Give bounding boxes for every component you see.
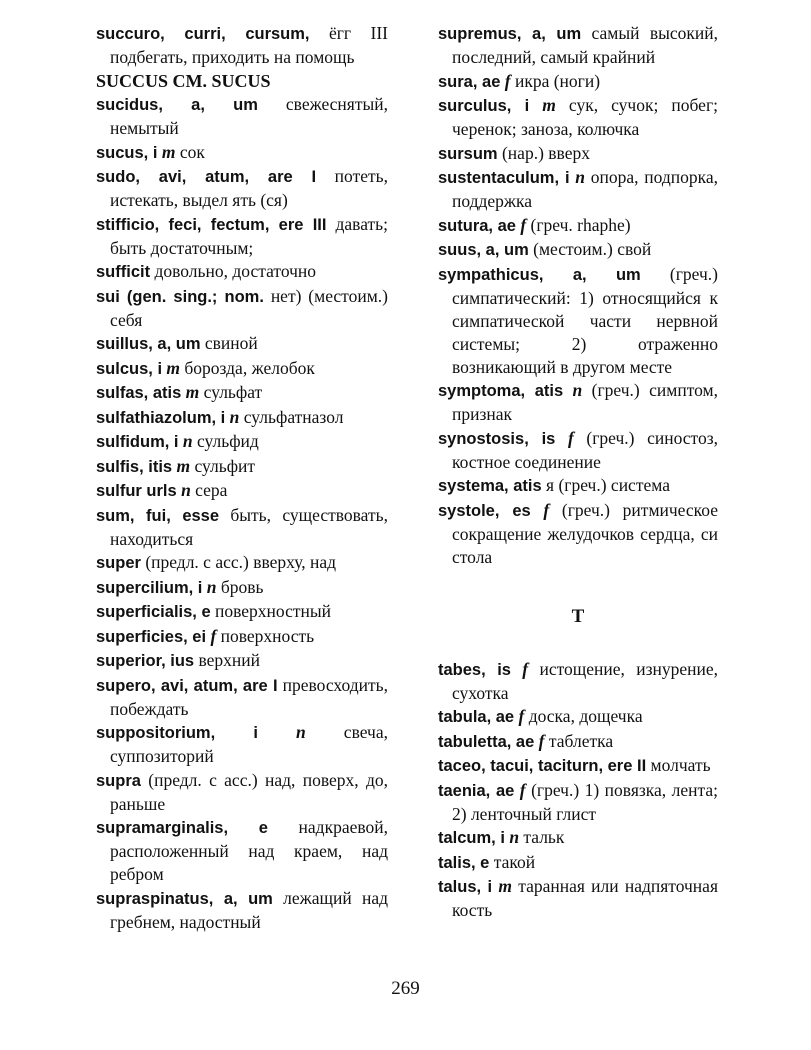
entry-definition: сульфат (199, 382, 263, 402)
dictionary-entry (96, 285, 388, 332)
dictionary-entry (96, 600, 388, 624)
entry-gender: f (515, 214, 527, 235)
entry-definition: (греч.) симптом, признак (452, 380, 718, 424)
entry-definition: (греч.) симпатический: 1) относящийся к симпатической части нервной системы; 2) отраженно возникающий в другом месте (452, 263, 718, 377)
dictionary-entry (96, 479, 388, 503)
dictionary-entry (96, 332, 388, 356)
entry-headword: sucus, i (96, 143, 158, 162)
right-column (438, 22, 718, 923)
dictionary-entry (438, 379, 718, 426)
entry-definition: сук, сучок; побег; черенок; заноза, колючка (452, 95, 718, 139)
entry-headword: systole, es (438, 501, 531, 520)
dictionary-entry (96, 816, 388, 886)
entry-definition: довольно, достаточно (150, 261, 317, 281)
entry-gender: n (202, 576, 217, 597)
entry-headword: sursum (438, 144, 498, 163)
entry-headword: sustentaculum, i (438, 169, 570, 187)
entry-definition: молчать (646, 755, 711, 775)
dictionary-entry (438, 142, 718, 166)
dictionary-entry (96, 504, 388, 551)
entry-headword: SUCCUS CM. SUCUS (96, 70, 271, 91)
entry-definition: верхний (194, 650, 261, 670)
entry-gender: m (529, 95, 556, 115)
entry-headword: succuro, curri, cursum, (96, 25, 310, 43)
dictionary-entry (438, 779, 718, 826)
dictionary-entry (438, 499, 718, 569)
entry-definition: (предл. с асс.) вверху, над (140, 552, 337, 572)
entry-gender: m (492, 876, 512, 896)
entry-headword: sudo, avi, atum, are I (96, 168, 317, 186)
entry-headword: tabuletta, ae (438, 732, 535, 751)
entry-headword: sulfathiazolum, i (96, 408, 226, 427)
dictionary-entry (96, 674, 388, 721)
entry-headword: supraspinatus, a, um (96, 889, 273, 908)
dictionary-entry (96, 769, 388, 816)
entry-definition: сульфатназол (239, 406, 344, 427)
entry-gender: n (176, 480, 191, 500)
entry-definition: поверхность (216, 625, 315, 646)
entry-definition: свеча, суппозиторий (110, 722, 388, 766)
entry-definition: лежащий над гребнем, надостный (110, 887, 388, 932)
entry-headword: talus, i (438, 878, 493, 896)
entry-headword: superficies, ei (96, 627, 207, 646)
entry-gender: n (225, 406, 240, 427)
entry-definition: поверхностный (210, 601, 332, 621)
entry-definition: (греч.) ритмическое сокращение желудочков сердца, си стола (452, 499, 718, 567)
entry-definition: борозда, желобок (180, 357, 315, 378)
dictionary-entry (96, 406, 388, 430)
entry-headword: talis, e (438, 853, 490, 872)
dictionary-entry (438, 851, 718, 875)
entry-definition: (местоим.) свой (528, 239, 652, 259)
entry-gender: n (504, 827, 520, 847)
entry-definition: сульфит (190, 455, 256, 476)
entry-headword: super (96, 554, 141, 572)
dictionary-entry (96, 381, 388, 405)
entry-gender: n (178, 431, 193, 451)
entry-definition: быть, существовать, находиться (110, 504, 388, 549)
entry-headword: supra (96, 771, 141, 790)
entry-gender: m (181, 382, 200, 402)
dictionary-entry (96, 70, 388, 93)
entry-definition: бровь (216, 576, 264, 597)
entry-definition: ёгг III подбегать, приходить на помощь (110, 23, 388, 67)
entry-gender: f (514, 779, 526, 800)
dictionary-entry (96, 551, 388, 575)
entry-definition: свежеснятый, немытый (110, 94, 388, 138)
entry-definition: сера (190, 480, 228, 500)
dictionary-entry (96, 22, 388, 69)
entry-headword: superior, ius (96, 652, 195, 670)
dictionary-entry (96, 430, 388, 454)
entry-headword: synostosis, is (438, 429, 556, 448)
entry-headword: sucidus, a, um (96, 96, 258, 114)
dictionary-entry (96, 260, 388, 284)
entry-definition: давать; быть достаточным; (110, 213, 388, 258)
entry-headword: sulcus, i (96, 359, 163, 378)
dictionary-entry (438, 166, 718, 213)
dictionary-entry (96, 165, 388, 212)
entry-definition: истощение, изнурение, сухотка (452, 658, 718, 703)
entry-headword: taenia, ae (438, 781, 515, 800)
entry-headword: sulfis, itis (96, 457, 173, 476)
dictionary-entry (438, 94, 718, 141)
page-number: 269 (391, 978, 420, 999)
right-column-bottom (438, 658, 718, 923)
entry-definition: таблетка (544, 730, 614, 751)
entry-definition: потеть, истекать, выдел ять (ся) (110, 166, 388, 210)
dictionary-entry (438, 705, 718, 729)
entry-gender: m (162, 357, 181, 378)
entry-definition: самый высокий, последний, самый крайний (452, 23, 718, 67)
entry-headword: systema, atis (438, 477, 542, 495)
entry-gender: n (258, 722, 306, 742)
entry-headword: suillus, a, um (96, 335, 201, 353)
entry-definition: (греч.) синостоз, костное соединение (452, 427, 718, 472)
entry-headword: tabes, is (438, 660, 511, 679)
entry-definition: превосходить, побеждать (110, 674, 388, 719)
dictionary-entry (96, 213, 388, 260)
section-letter: T (571, 605, 585, 627)
entry-gender: n (569, 167, 586, 187)
entry-gender: f (534, 730, 545, 751)
dictionary-entry (438, 730, 718, 754)
left-column (96, 22, 388, 934)
entry-headword: sura, ae (438, 72, 501, 91)
entry-definition: (греч. rhaphe) (526, 214, 631, 235)
dictionary-entry (96, 625, 388, 649)
entry-definition: сок (175, 141, 205, 162)
dictionary-entry (96, 576, 388, 600)
entry-gender: m (157, 141, 176, 162)
entry-headword: superficialis, e (96, 603, 211, 621)
entry-headword: taceo, tacui, taciturn, ere II (438, 757, 647, 775)
entry-headword: stifficio, feci, fectum, ere III (96, 215, 327, 234)
entry-definition: икра (ноги) (510, 70, 601, 91)
entry-gender: f (500, 70, 511, 91)
dictionary-entry (438, 238, 718, 262)
entry-gender: f (206, 625, 217, 646)
entry-headword: symptoma, atis (438, 382, 564, 400)
entry-definition: свиной (200, 333, 258, 353)
entry-definition: (греч.) 1) повязка, лента; 2) ленточный глист (452, 779, 718, 824)
entry-headword: sympathicus, a, um (438, 265, 641, 284)
dictionary-entry (96, 887, 388, 934)
entry-headword: tabula, ae (438, 708, 515, 726)
dictionary-entry (438, 754, 718, 778)
entry-headword: suus, a, um (438, 241, 529, 259)
dictionary-entry (438, 826, 718, 850)
entry-gender: f (530, 499, 550, 520)
dictionary-entry (438, 427, 718, 474)
dictionary-entry (96, 649, 388, 673)
dictionary-entry (96, 357, 388, 381)
dictionary-entry (96, 93, 388, 140)
entry-definition: таранная или надпяточная кость (452, 876, 718, 920)
entry-headword: sulfur urls (96, 482, 177, 500)
entry-definition: (предл. с асс.) над, поверх, до, раньше (110, 769, 388, 814)
entry-definition: нет) (местоим.) себя (110, 285, 388, 330)
right-column-top (438, 22, 718, 569)
entry-headword: supremus, a, um (438, 25, 582, 43)
entry-definition: доска, дощечка (524, 706, 643, 726)
dictionary-entry (96, 141, 388, 165)
entry-definition: (нар.) вверх (497, 142, 590, 163)
entry-headword: sufficit (96, 263, 151, 281)
dictionary-entry (96, 721, 388, 768)
entry-headword: suppositorium, i (96, 724, 258, 742)
entry-headword: sutura, ae (438, 216, 516, 235)
dictionary-entry (438, 22, 718, 69)
entry-headword: supramarginalis, e (96, 819, 268, 837)
entry-definition: тальк (519, 827, 565, 847)
entry-headword: supero, avi, atum, are I (96, 676, 278, 695)
dictionary-entry (438, 474, 718, 498)
entry-definition: я (греч.) система (541, 475, 670, 495)
entry-definition: опора, подпорка, поддержка (452, 167, 718, 211)
dictionary-entry (438, 214, 718, 238)
entry-definition: такой (489, 851, 536, 872)
entry-headword: sui (gen. sing.; nom. (96, 287, 264, 306)
entry-headword: sulfas, atis (96, 384, 182, 402)
entry-headword: sum, fui, esse (96, 506, 220, 525)
entry-gender: f (514, 706, 525, 726)
entry-gender: f (510, 658, 529, 679)
dictionary-entry (438, 70, 718, 94)
entry-gender: n (563, 380, 583, 400)
entry-headword: talcum, i (438, 829, 505, 847)
entry-gender: m (172, 455, 191, 476)
dictionary-entry (438, 658, 718, 705)
entry-headword: sulfidum, i (96, 433, 179, 451)
entry-headword: surculus, i (438, 97, 530, 115)
dictionary-entry (96, 455, 388, 479)
dictionary-entry (438, 875, 718, 922)
entry-headword: supercilium, i (96, 578, 203, 597)
entry-definition: надкраевой, расположенный над краем, над ребром (110, 817, 388, 884)
entry-definition: сульфид (192, 431, 259, 451)
entry-gender: f (555, 427, 574, 448)
dictionary-entry (438, 263, 718, 379)
